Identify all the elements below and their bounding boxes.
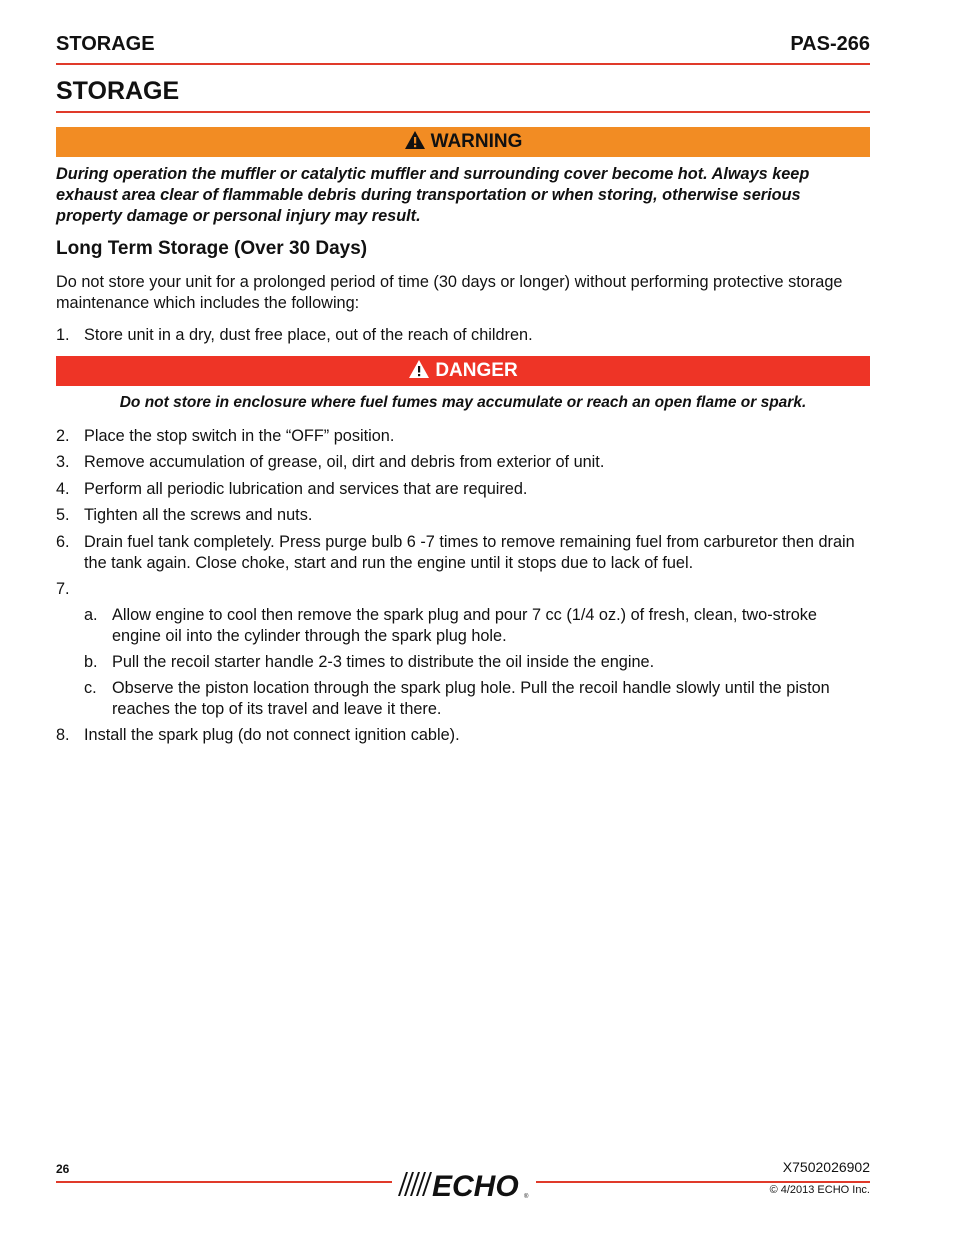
header-model-label: PAS-266 bbox=[790, 33, 870, 55]
step-number: 8. bbox=[56, 726, 70, 744]
step-text: Remove accumulation of grease, oil, dirt and debris from exterior of unit. bbox=[84, 453, 605, 471]
long-term-intro: Do not store your unit for a prolonged period of time (30 days or longer) without performing protective storage maintenance which includes the following: bbox=[56, 273, 843, 312]
substep-text: Allow engine to cool then remove the spark plug and pour 7 cc (1/4 oz.) of fresh, clean, two-stroke engine oil into the cylinder through the spark plug hole. bbox=[112, 606, 817, 645]
step-text: Drain fuel tank completely. Press purge bulb 6 -7 times to remove remaining fuel from carburetor then drain the tank again. Close choke, start and run the engine until it stops due to lack of fuel. bbox=[84, 533, 855, 572]
step-number: 5. bbox=[56, 506, 70, 524]
footer-rule-right bbox=[536, 1181, 870, 1183]
step-text: Install the spark plug (do not connect ignition cable). bbox=[84, 726, 460, 744]
step-number: 1. bbox=[56, 326, 70, 344]
copyright: © 4/2013 ECHO Inc. bbox=[769, 1184, 870, 1196]
step-text: Tighten all the screws and nuts. bbox=[84, 506, 313, 524]
danger-triangle-icon bbox=[408, 359, 430, 379]
document-code: X7502026902 bbox=[782, 1159, 870, 1175]
step-number: 3. bbox=[56, 453, 70, 471]
echo-logo bbox=[394, 1166, 534, 1200]
section-title bbox=[56, 76, 870, 113]
header-section-label: STORAGE bbox=[56, 33, 155, 55]
warning-text: During operation the muffler or catalytic muffler and surrounding cover become hot. Always keep exhaust area clear of flammable debris during transportation or when storing, otherwise serious property damage or personal injury may result. bbox=[56, 165, 810, 225]
danger-text: Do not store in enclosure where fuel fumes may accumulate or reach an open flame or spark. bbox=[119, 394, 807, 411]
section-title-text: STORAGE bbox=[56, 77, 180, 105]
running-header bbox=[56, 31, 870, 65]
step-number: 6. bbox=[56, 533, 70, 551]
warning-triangle-icon bbox=[404, 130, 426, 150]
warning-banner bbox=[56, 127, 870, 157]
page-number: 26 bbox=[56, 1162, 70, 1176]
substep-text: Pull the recoil starter handle 2-3 times to distribute the oil inside the engine. bbox=[112, 653, 655, 671]
footer-rule-left bbox=[56, 1181, 392, 1183]
step-number: 7. bbox=[56, 580, 70, 598]
step-text: Store unit in a dry, dust free place, out of the reach of children. bbox=[84, 326, 533, 344]
step-text: Place the stop switch in the “OFF” position. bbox=[84, 427, 395, 445]
substep-letter: b. bbox=[84, 653, 98, 671]
step-text: Perform all periodic lubrication and services that are required. bbox=[84, 480, 528, 498]
long-term-heading: Long Term Storage (Over 30 Days) bbox=[56, 238, 368, 259]
logo-wordmark: ECHO bbox=[432, 1170, 519, 1200]
step-number: 2. bbox=[56, 427, 70, 445]
danger-label: DANGER bbox=[435, 360, 518, 381]
step-number: 4. bbox=[56, 480, 70, 498]
danger-banner bbox=[56, 356, 870, 386]
substep-letter: a. bbox=[84, 606, 98, 624]
substep-letter: c. bbox=[84, 679, 97, 697]
svg-text:®: ® bbox=[524, 1194, 529, 1200]
substep-text: Observe the piston location through the spark plug hole. Pull the recoil handle slowly until the piston reaches the top of its travel and leave it there. bbox=[112, 679, 830, 718]
warning-label: WARNING bbox=[430, 131, 523, 152]
